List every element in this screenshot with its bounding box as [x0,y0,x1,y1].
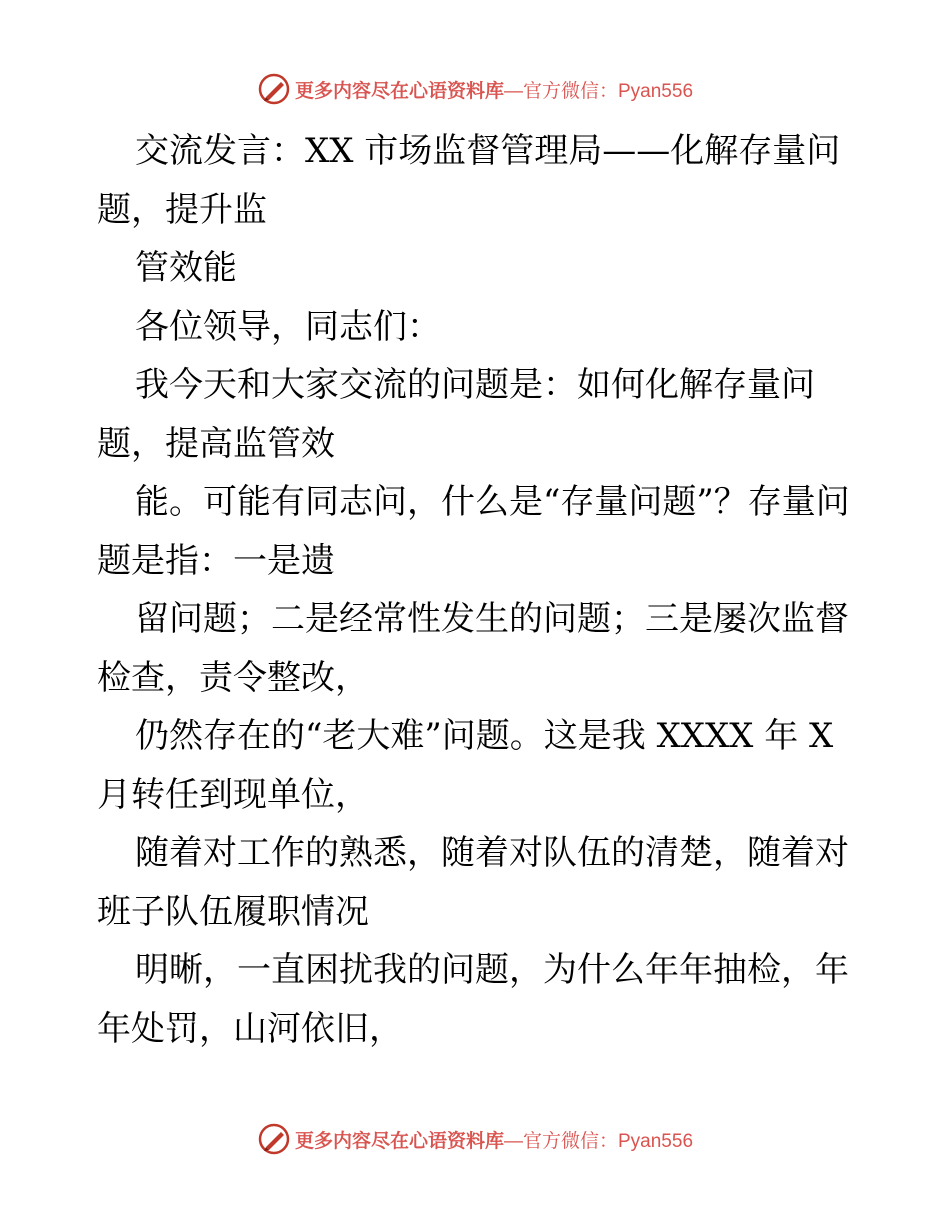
document-body [97,122,857,1058]
paragraph: 仍然存在的“老大难”问题。这是我 XXXX 年 X 月转任到现单位， [97,716,834,815]
watermark-sub-text: —官方微信：Pyan556 [504,1130,694,1152]
paragraph-greeting: 各位领导，同志们： [135,306,441,347]
paragraph: 明晰，一直困扰我的问题，为什么年年抽检，年年处罚，山河依旧， [97,950,849,1049]
paragraph-title: 交流发言：XX 市场监督管理局——化解存量问题，提升监 [97,131,841,230]
paragraph: 能。可能有同志问，什么是“存量问题”？存量问题是指：一是遗 [97,482,850,581]
paragraph: 随着对工作的熟悉，随着对队伍的清楚，随着对班子队伍履职情况 [97,833,849,932]
watermark-main-text: 更多内容尽在心语资料库 [294,1129,504,1152]
paragraph-title-cont: 管效能 [135,248,237,288]
paragraph: 我今天和大家交流的问题是：如何化解存量问题，提高监管效 [97,365,815,464]
paragraph: 留问题；二是经常性发生的问题；三是屡次监督检查，责令整改， [97,599,849,698]
watermark-main-text: 更多内容尽在心语资料库 [294,79,504,102]
watermark-sub-text: —官方微信：Pyan556 [504,80,694,102]
pen-logo-icon [257,1122,291,1156]
pen-logo-icon [257,72,291,106]
footer-watermark [0,1122,950,1156]
header-watermark [0,72,950,106]
